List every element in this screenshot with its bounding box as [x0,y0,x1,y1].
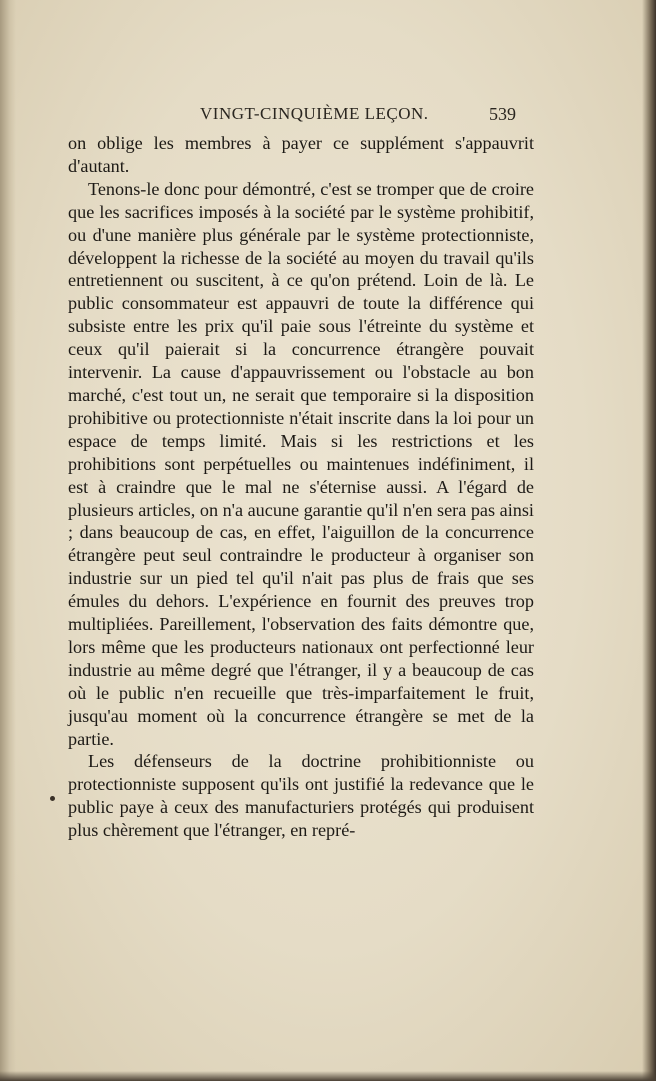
page-left-margin-shadow [0,0,16,1081]
body-text [68,132,534,842]
paragraph-continuation: on oblige les membres à payer ce supplément s'appauvrit d'autant. [68,133,534,176]
page-bottom-edge-shadow [0,1071,656,1081]
paragraph: Les défenseurs de la doctrine prohibitionniste ou protectionniste supposent qu'ils ont justifié la redevance que le public paye à ceux des manufacturiers protégés qui produisent plus chèrement que l'étranger, en repré- [68,751,534,841]
ink-speck [50,796,55,801]
page-number: 539 [489,104,516,124]
paragraph: Tenons-le donc pour démontré, c'est se tromper que de croire que les sacrifices imposés à la société par le système prohibitif, ou d'une manière plus générale par le système protectionniste, développent la richesse de la société au moyen du travail qu'ils entretiennent ou suscitent, à ce qu'on prétend. Loin de là. Le public consommateur est appauvri de toute la différence qui subsiste entre les prix qu'il paie sous l'étreinte du système et ceux qu'il paierait si la concurrence étrangère pouvait intervenir. La cause d'appauvrissement ou l'obstacle au bon marché, c'est tout un, ne serait que temporaire si la disposition prohibitive ou protectionniste n'était inscrite dans la loi pour un espace de temps limité. Mais si les restrictions et les prohibitions sont perpétuelles ou maintenues indéfiniment, il est à craindre que le mal ne s'éternise aussi. A l'égard de plusieurs articles, on n'a aucune garantie qu'il n'en sera pas ainsi ; dans beaucoup de cas, en effet, l'aiguillon de la concurrence étrangère peut seul contraindre le producteur à organiser son industrie sur un pied tel qu'il n'ait pas plus de frais que ses émules du dehors. L'expérience en fournit des preuves trop multipliées. Pareillement, l'observation des faits démontre que, lors même que les producteurs nationaux ont perfectionné leur industrie au même degré que l'étranger, il y a beaucoup de cas où le public n'en recueille que très-imparfaitement le fruit, jusqu'au moment où la concurrence étrangère se met de la partie. [68,178,534,749]
page-header [72,104,516,128]
running-head: VINGT-CINQUIÈME LEÇON. [200,104,429,123]
page-right-edge-shadow [642,0,656,1081]
